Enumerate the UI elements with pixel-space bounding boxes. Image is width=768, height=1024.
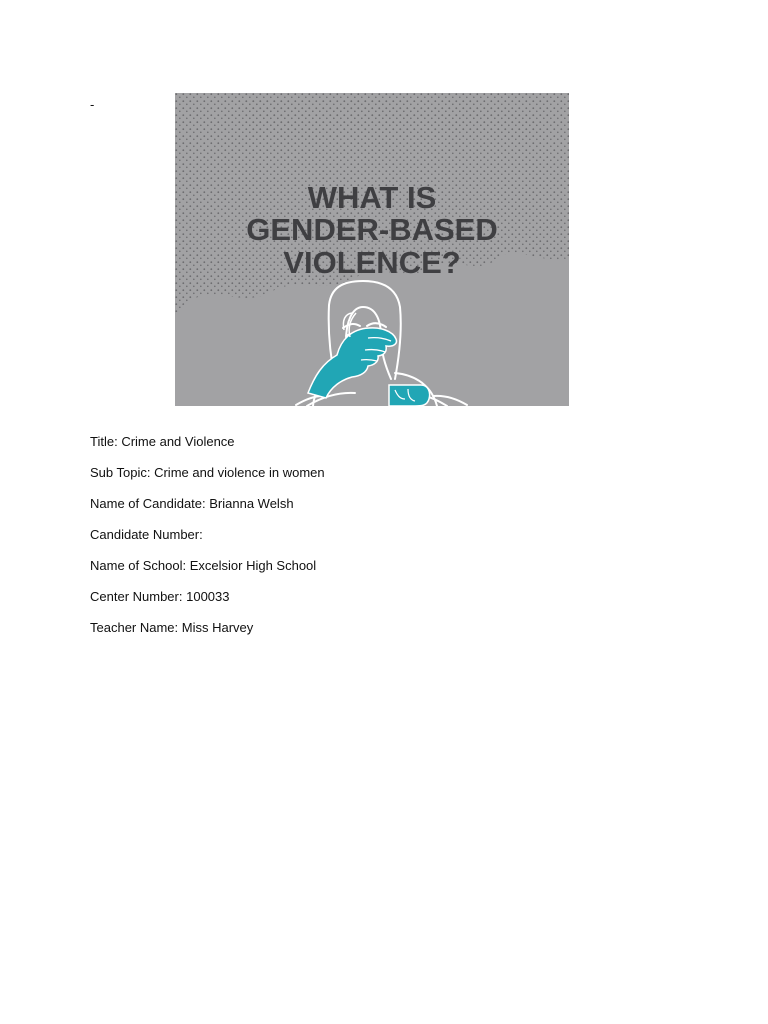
subtopic-label: Sub Topic [90, 465, 147, 480]
sleeve-detail [389, 385, 430, 406]
candidate-name-line [90, 496, 325, 527]
candidate-name-value: Brianna Welsh [209, 496, 294, 511]
teacher-name-separator: : [174, 620, 182, 635]
candidate-number-line [90, 527, 325, 558]
center-number-separator: : [178, 589, 187, 604]
cover-illustration [175, 93, 569, 406]
teacher-name-label: Teacher Name [90, 620, 175, 635]
title-line [90, 434, 325, 465]
teacher-name-value: Miss Harvey [181, 620, 254, 635]
teacher-name-line [90, 620, 325, 651]
center-number-value: 100033 [186, 589, 230, 604]
candidate-name-separator: : [202, 496, 210, 511]
headline-line-1: WHAT IS [307, 180, 437, 215]
candidate-number-separator: : [199, 527, 203, 542]
subtopic-value: Crime and violence in women [154, 465, 325, 480]
headline-line-2: GENDER-BASED [246, 212, 498, 247]
school-name-separator: : [182, 558, 190, 573]
title-separator: : [114, 434, 122, 449]
title-value: Crime and Violence [121, 434, 235, 449]
subtopic-separator: : [146, 465, 155, 480]
candidate-number-label: Candidate Number [90, 527, 200, 542]
school-name-label: Name of School [90, 558, 183, 573]
gender-violence-illustration [175, 93, 569, 406]
subtopic-line [90, 465, 325, 496]
title-label: Title [90, 434, 115, 449]
candidate-name-label: Name of Candidate [90, 496, 203, 511]
center-number-label: Center Number [90, 589, 179, 604]
page-marker: - [90, 97, 95, 112]
cover-details [90, 434, 325, 651]
headline-line-3: VIOLENCE? [283, 245, 461, 280]
school-name-value: Excelsior High School [189, 558, 317, 573]
school-name-line [90, 558, 325, 589]
center-number-line [90, 589, 325, 620]
